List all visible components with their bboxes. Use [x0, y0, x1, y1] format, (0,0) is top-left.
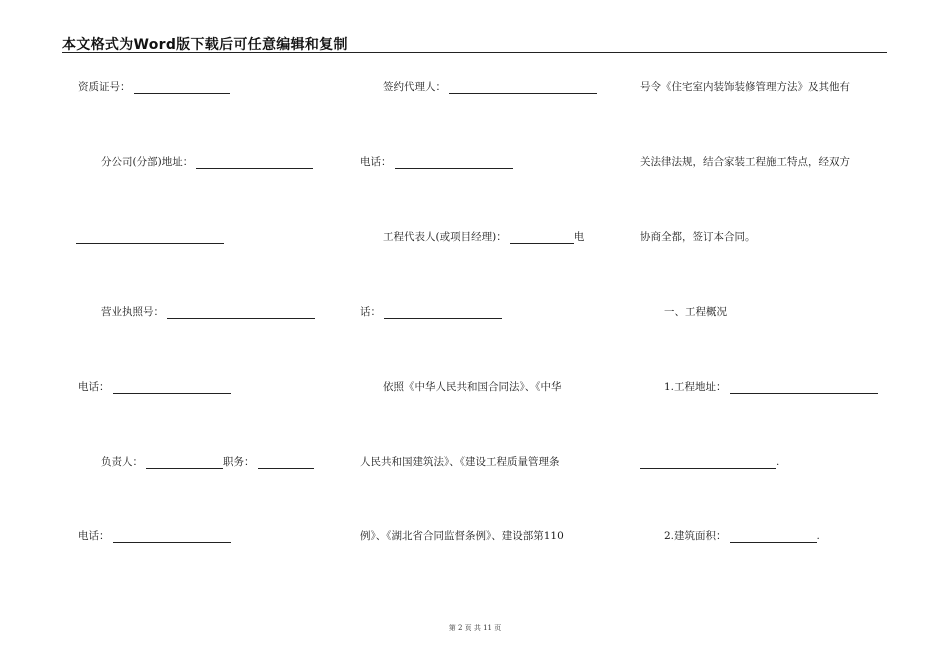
phone2-line: [78, 529, 231, 543]
phone-line: [360, 155, 513, 169]
responsible-blank[interactable]: [146, 458, 223, 469]
engineer-phone-label: 话：: [360, 306, 381, 318]
branch-address-blank[interactable]: [196, 158, 313, 169]
site-address-blank[interactable]: [730, 383, 878, 394]
site-address-blank-2[interactable]: [640, 458, 776, 469]
area-label: 2.建筑面积：: [664, 530, 727, 542]
engineer-phone-line: [360, 305, 502, 319]
engineer-rep-dian: 电: [573, 231, 585, 243]
position-blank[interactable]: [258, 458, 314, 469]
engineer-phone-blank[interactable]: [384, 308, 502, 319]
license-label: 营业执照号：: [101, 306, 164, 318]
law-text-1: 依照《中华人民共和国合同法》、《中华: [383, 381, 562, 393]
area-line: [664, 529, 820, 543]
responsible-line: [101, 455, 314, 469]
law-text-4: 号令《住宅室内装饰装修管理方法》及其他有: [640, 81, 850, 93]
section-heading: 一、工程概况: [664, 306, 727, 318]
branch-address-line: [101, 155, 313, 169]
phone2-blank[interactable]: [113, 532, 231, 543]
site-address-line: [664, 380, 878, 394]
engineer-rep-label: 工程代表人(或项目经理)：: [383, 231, 507, 243]
phone1-label: 电话：: [78, 381, 110, 393]
branch-address-label: 分公司(分部)地址：: [101, 156, 194, 168]
engineer-rep-line: [383, 230, 584, 244]
phone-label: 电话：: [360, 156, 392, 168]
position-label: 职务：: [223, 456, 255, 468]
agent-line: [383, 80, 597, 94]
site-address-label: 1.工程地址：: [664, 381, 727, 393]
qualification-label: 资质证号：: [78, 81, 131, 93]
phone2-label: 电话：: [78, 530, 110, 542]
phone-blank[interactable]: [395, 158, 513, 169]
law-text-5: 关法律法规，结合家装工程施工特点，经双方: [640, 156, 850, 168]
area-blank[interactable]: [730, 532, 817, 543]
qualification-blank[interactable]: [134, 83, 230, 94]
law-text-6: 协商全都，签订本合同。: [640, 231, 756, 243]
header-rule: [62, 52, 887, 53]
site-address-period: .: [776, 456, 780, 468]
engineer-rep-blank[interactable]: [510, 233, 574, 244]
branch-address-blank-2[interactable]: [76, 233, 224, 244]
license-line: [101, 305, 315, 319]
page-footer: 第 2 页 共 11 页: [448, 624, 502, 632]
qualification-line: [78, 80, 230, 94]
document-header: 本文格式为Word版下载后可任意编辑和复制: [62, 37, 348, 53]
area-period: .: [816, 530, 820, 542]
law-text-3: 例》、《湖北省合同监督条例》、建设部第110: [360, 530, 564, 542]
agent-blank[interactable]: [449, 83, 597, 94]
license-blank[interactable]: [167, 308, 315, 319]
branch-address-continuation: [76, 230, 224, 244]
site-address-continuation: [640, 455, 779, 469]
agent-label: 签约代理人：: [383, 81, 446, 93]
law-text-2: 人民共和国建筑法》、《建设工程质量管理条: [360, 456, 560, 468]
responsible-label: 负责人：: [101, 456, 143, 468]
phone1-line: [78, 380, 231, 394]
phone1-blank[interactable]: [113, 383, 231, 394]
